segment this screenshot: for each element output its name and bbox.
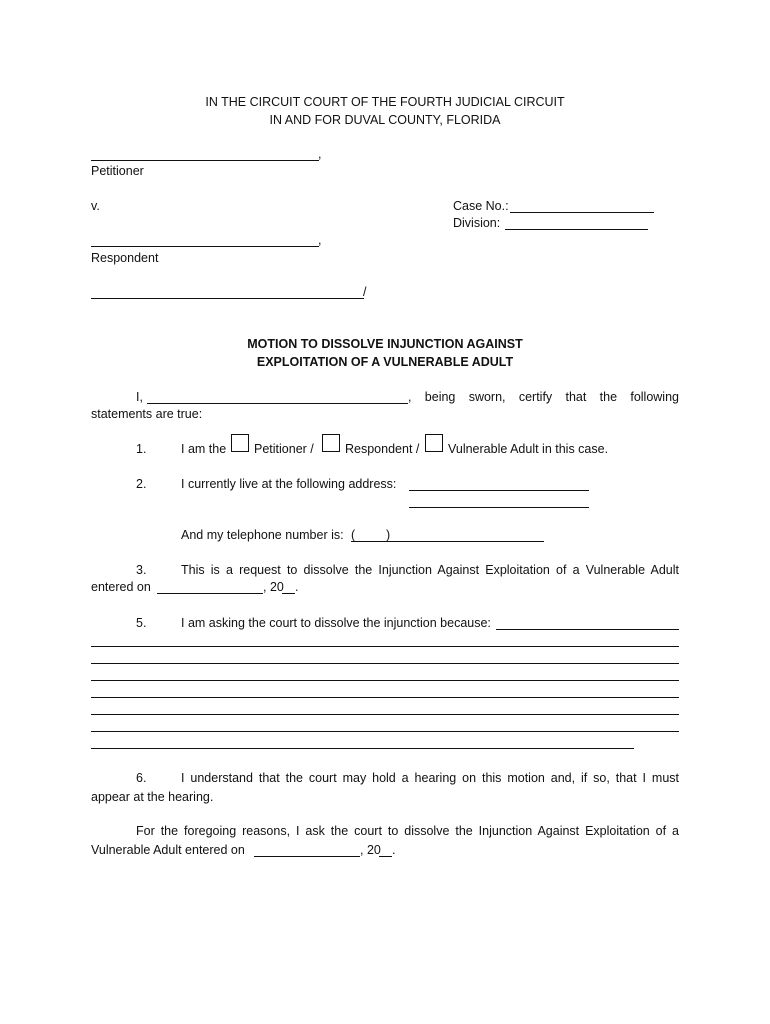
reason-field-line1[interactable] [91, 646, 679, 647]
phone-paren-open: ( [351, 528, 356, 542]
additional-party-field[interactable] [91, 298, 364, 299]
closing-text: For the foregoing reasons, I ask the court to dissolve the Injunction Against Exploitation of a [136, 824, 679, 838]
petitioner-comma: , [318, 147, 322, 161]
item3-text: This is a request to dissolve the Injunction Against Exploitation of a Vulnerable Adult [181, 563, 679, 577]
respondent-label: Respondent [91, 251, 159, 265]
intro-suffix: , being sworn, certify that the following [408, 390, 679, 404]
case-no-label: Case No.: [453, 199, 509, 213]
phone-paren-close: ) [386, 528, 391, 542]
respondent-name-field[interactable] [91, 246, 319, 247]
petitioner-label: Petitioner [91, 164, 144, 178]
respondent-checkbox[interactable] [322, 434, 340, 452]
item1-number: 1. [136, 442, 147, 456]
closing-year-field[interactable] [379, 856, 392, 857]
petitioner-name-field[interactable] [91, 160, 319, 161]
reason-field-line2[interactable] [91, 663, 679, 664]
item1-respondent-label: Respondent / [345, 442, 420, 456]
closing-period: . [392, 843, 396, 857]
item3-date-field[interactable] [157, 593, 263, 594]
affiant-name-field[interactable] [147, 403, 408, 404]
reason-field-line4[interactable] [91, 697, 679, 698]
item6-line2: appear at the hearing. [91, 790, 214, 804]
intro-line2: statements are true: [91, 407, 203, 421]
item1-lead: I am the [181, 442, 227, 456]
item6-text: I understand that the court may hold a hearing on this motion and, if so, that I must [181, 771, 679, 785]
item1-petitioner-label: Petitioner / [254, 442, 314, 456]
phone-label: And my telephone number is: [181, 528, 344, 542]
case-no-field[interactable] [510, 212, 654, 213]
division-label: Division: [453, 216, 501, 230]
item3-period: . [295, 580, 299, 594]
closing-year-prefix: , 20 [360, 843, 381, 857]
item3-entered-on: entered on [91, 580, 151, 594]
motion-title-line2: EXPLOITATION OF A VULNERABLE ADULT [256, 355, 514, 369]
reason-field-line3[interactable] [91, 680, 679, 681]
item2-text: I currently live at the following address: [181, 477, 397, 491]
reason-field-line6[interactable] [91, 731, 679, 732]
address-field-line1[interactable] [409, 490, 589, 491]
reason-field-line0[interactable] [496, 629, 679, 630]
item6-number: 6. [136, 771, 147, 785]
additional-party-slash: / [363, 285, 367, 299]
reason-field-line7[interactable] [91, 748, 634, 749]
court-header-line2: IN AND FOR DUVAL COUNTY, FLORIDA [269, 113, 501, 127]
item3-year-prefix: , 20 [263, 580, 284, 594]
item5-text: I am asking the court to dissolve the injunction because: [181, 616, 491, 630]
item1-adult-label: Vulnerable Adult in this case. [448, 442, 609, 456]
item3-number: 3. [136, 563, 147, 577]
vulnerable-adult-checkbox[interactable] [425, 434, 443, 452]
closing-date-field[interactable] [254, 856, 360, 857]
motion-title-line1: MOTION TO DISSOLVE INJUNCTION AGAINST [247, 337, 523, 351]
item3-year-field[interactable] [282, 593, 295, 594]
phone-field[interactable] [351, 541, 544, 542]
division-field[interactable] [505, 229, 648, 230]
intro-prefix: I, [136, 390, 143, 404]
item2-number: 2. [136, 477, 147, 491]
versus-label: v. [91, 199, 100, 213]
address-field-line2[interactable] [409, 507, 589, 508]
petitioner-checkbox[interactable] [231, 434, 249, 452]
item5-number: 5. [136, 616, 147, 630]
closing-entered-on: Vulnerable Adult entered on [91, 843, 245, 857]
respondent-comma: , [318, 233, 322, 247]
court-header-line1: IN THE CIRCUIT COURT OF THE FOURTH JUDICIAL CIRCUIT [205, 95, 565, 109]
reason-field-line5[interactable] [91, 714, 679, 715]
